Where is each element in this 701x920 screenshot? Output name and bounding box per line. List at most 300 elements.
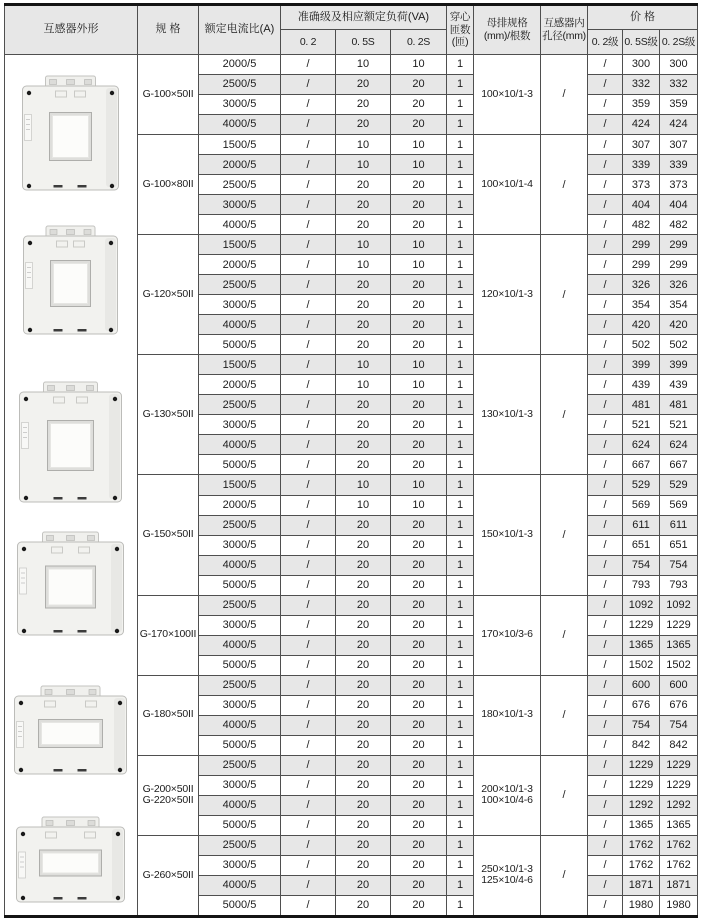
accuracy-05s-cell: 20 [336, 515, 391, 535]
accuracy-02-cell: / [281, 695, 336, 715]
price-02s-cell: 300 [660, 55, 698, 75]
spec-cell [138, 755, 199, 835]
accuracy-05s-cell: 20 [336, 175, 391, 195]
price-02-cell: / [588, 475, 623, 495]
accuracy-02-cell: / [281, 815, 336, 835]
accuracy-02s-cell: 20 [391, 675, 447, 695]
accuracy-05s-cell: 20 [336, 575, 391, 595]
price-02-cell: / [588, 615, 623, 635]
turns-cell: 1 [447, 635, 474, 655]
price-02-cell: / [588, 675, 623, 695]
accuracy-02s-cell: 20 [391, 395, 447, 415]
price-05s-cell: 1365 [623, 815, 660, 835]
ratio-cell: 1500/5 [199, 355, 281, 375]
accuracy-02-cell: / [281, 135, 336, 155]
turns-cell: 1 [447, 275, 474, 295]
turns-cell: 1 [447, 876, 474, 896]
price-02-cell: / [588, 755, 623, 775]
accuracy-05s-cell: 20 [336, 755, 391, 775]
price-02s-cell: 1229 [660, 755, 698, 775]
price-02s-cell: 424 [660, 115, 698, 135]
price-02-cell: / [588, 595, 623, 615]
accuracy-05s-cell: 20 [336, 815, 391, 835]
ratio-cell: 5000/5 [199, 455, 281, 475]
turns-cell: 1 [447, 155, 474, 175]
accuracy-02-cell: / [281, 595, 336, 615]
accuracy-02-cell: / [281, 435, 336, 455]
ratio-cell: 2000/5 [199, 495, 281, 515]
accuracy-02-cell: / [281, 495, 336, 515]
busbar-spec: 180×10/1-3 [481, 708, 533, 721]
accuracy-02s-cell: 20 [391, 555, 447, 575]
accuracy-02s-cell: 20 [391, 175, 447, 195]
accuracy-02-cell: / [281, 735, 336, 755]
turns-cell: 1 [447, 415, 474, 435]
accuracy-02-cell: / [281, 455, 336, 475]
accuracy-02-cell: / [281, 475, 336, 495]
header-price-02s: 0. 2S级 [660, 30, 698, 55]
current-transformer-photo-1 [22, 75, 119, 191]
accuracy-02-cell: / [281, 375, 336, 395]
accuracy-02s-cell: 10 [391, 475, 447, 495]
ratio-cell: 2500/5 [199, 515, 281, 535]
turns-cell: 1 [447, 896, 474, 917]
header-turns [447, 5, 474, 55]
price-02s-cell: 676 [660, 695, 698, 715]
accuracy-02-cell: / [281, 335, 336, 355]
turns-cell: 1 [447, 295, 474, 315]
price-05s-cell: 754 [623, 715, 660, 735]
turns-cell: 1 [447, 655, 474, 675]
accuracy-05s-cell: 10 [336, 355, 391, 375]
turns-cell: 1 [447, 315, 474, 335]
turns-cell: 1 [447, 535, 474, 555]
ratio-cell: 2500/5 [199, 835, 281, 855]
price-02-cell: / [588, 495, 623, 515]
turns-cell: 1 [447, 495, 474, 515]
header-accuracy-05s: 0. 5S [336, 30, 391, 55]
accuracy-02-cell: / [281, 535, 336, 555]
price-02s-cell: 373 [660, 175, 698, 195]
ratio-cell: 1500/5 [199, 135, 281, 155]
spec-label: G-120×50II [142, 287, 194, 300]
price-02-cell: / [588, 655, 623, 675]
turns-cell: 1 [447, 595, 474, 615]
accuracy-02-cell: / [281, 555, 336, 575]
price-05s-cell: 1292 [623, 795, 660, 815]
turns-cell: 1 [447, 755, 474, 775]
turns-cell: 1 [447, 475, 474, 495]
price-05s-cell: 842 [623, 735, 660, 755]
accuracy-02s-cell: 20 [391, 435, 447, 455]
price-05s-cell: 611 [623, 515, 660, 535]
price-02s-cell: 793 [660, 575, 698, 595]
busbar-spec: 250×10/1-3 [481, 862, 533, 875]
turns-cell: 1 [447, 856, 474, 876]
accuracy-05s-cell: 20 [336, 215, 391, 235]
header-price-02: 0. 2级 [588, 30, 623, 55]
ratio-cell: 4000/5 [199, 555, 281, 575]
accuracy-05s-cell: 20 [336, 795, 391, 815]
price-05s-cell: 373 [623, 175, 660, 195]
price-02s-cell: 326 [660, 275, 698, 295]
accuracy-05s-cell: 20 [336, 735, 391, 755]
hole-cell: / [541, 755, 588, 835]
accuracy-02-cell: / [281, 235, 336, 255]
header-accuracy-group: 准确级及相应额定负荷(VA) [281, 5, 447, 30]
price-05s-cell: 439 [623, 375, 660, 395]
turns-cell: 1 [447, 575, 474, 595]
price-05s-cell: 676 [623, 695, 660, 715]
accuracy-05s-cell: 20 [336, 615, 391, 635]
accuracy-05s-cell: 20 [336, 695, 391, 715]
accuracy-05s-cell: 20 [336, 595, 391, 615]
accuracy-02s-cell: 20 [391, 755, 447, 775]
header-price-05s: 0. 5S级 [623, 30, 660, 55]
price-02-cell: / [588, 215, 623, 235]
accuracy-02s-cell: 20 [391, 315, 447, 335]
header-hole-line2: 孔径(mm) [542, 30, 586, 42]
ratio-cell: 5000/5 [199, 815, 281, 835]
price-05s-cell: 307 [623, 135, 660, 155]
price-02s-cell: 1502 [660, 655, 698, 675]
price-05s-cell: 1229 [623, 615, 660, 635]
accuracy-02-cell: / [281, 795, 336, 815]
price-02-cell: / [588, 735, 623, 755]
spec-label: G-130×50II [142, 408, 194, 421]
spec-cell [138, 55, 199, 135]
accuracy-02-cell: / [281, 175, 336, 195]
busbar-spec: 125×10/4-6 [481, 874, 533, 887]
price-02-cell: / [588, 695, 623, 715]
ratio-cell: 3000/5 [199, 856, 281, 876]
ratio-cell: 3000/5 [199, 535, 281, 555]
ratio-cell: 3000/5 [199, 295, 281, 315]
accuracy-02-cell: / [281, 635, 336, 655]
price-05s-cell: 481 [623, 395, 660, 415]
spec-cell [138, 835, 199, 916]
accuracy-02s-cell: 20 [391, 215, 447, 235]
price-02-cell: / [588, 115, 623, 135]
spec-label: G-180×50II [142, 708, 194, 721]
accuracy-02-cell: / [281, 876, 336, 896]
accuracy-05s-cell: 20 [336, 275, 391, 295]
accuracy-05s-cell: 20 [336, 856, 391, 876]
accuracy-02-cell: / [281, 315, 336, 335]
ratio-cell: 3000/5 [199, 95, 281, 115]
price-05s-cell: 332 [623, 75, 660, 95]
turns-cell: 1 [447, 815, 474, 835]
ratio-cell: 2000/5 [199, 155, 281, 175]
accuracy-02-cell: / [281, 295, 336, 315]
accuracy-02-cell: / [281, 856, 336, 876]
accuracy-02-cell: / [281, 575, 336, 595]
spec-label: G-170×100II [139, 628, 197, 641]
header-ratio: 额定电流比(A) [199, 5, 281, 55]
current-transformer-photo-2 [23, 225, 118, 335]
accuracy-02s-cell: 20 [391, 896, 447, 917]
busbar-spec: 100×10/4-6 [481, 794, 533, 807]
accuracy-05s-cell: 20 [336, 715, 391, 735]
table-row [5, 55, 698, 75]
price-02s-cell: 1365 [660, 815, 698, 835]
price-02-cell: / [588, 715, 623, 735]
accuracy-05s-cell: 20 [336, 635, 391, 655]
price-02-cell: / [588, 856, 623, 876]
price-02s-cell: 842 [660, 735, 698, 755]
hole-cell: / [541, 475, 588, 595]
accuracy-02-cell: / [281, 655, 336, 675]
accuracy-05s-cell: 20 [336, 555, 391, 575]
accuracy-02s-cell: 20 [391, 695, 447, 715]
spec-cell [138, 355, 199, 475]
hole-cell: / [541, 355, 588, 475]
price-02-cell: / [588, 415, 623, 435]
accuracy-02-cell: / [281, 675, 336, 695]
price-05s-cell: 667 [623, 455, 660, 475]
spec-cell [138, 675, 199, 755]
price-02s-cell: 354 [660, 295, 698, 315]
accuracy-05s-cell: 20 [336, 876, 391, 896]
turns-cell: 1 [447, 735, 474, 755]
ratio-cell: 1500/5 [199, 475, 281, 495]
header-turns-line3: (匝) [451, 36, 469, 49]
busbar-cell [474, 135, 541, 235]
turns-cell: 1 [447, 375, 474, 395]
price-02s-cell: 339 [660, 155, 698, 175]
accuracy-02s-cell: 20 [391, 535, 447, 555]
accuracy-05s-cell: 10 [336, 55, 391, 75]
spec-cell [138, 235, 199, 355]
busbar-cell [474, 235, 541, 355]
header-turns-line1: 穿心 [449, 11, 471, 24]
current-transformer-photo-6 [16, 816, 125, 903]
accuracy-05s-cell: 10 [336, 155, 391, 175]
accuracy-02-cell: / [281, 615, 336, 635]
spec-label: G-100×50II [142, 87, 194, 100]
accuracy-02s-cell: 10 [391, 255, 447, 275]
ratio-cell: 4000/5 [199, 315, 281, 335]
price-02-cell: / [588, 555, 623, 575]
price-05s-cell: 1762 [623, 856, 660, 876]
price-05s-cell: 793 [623, 575, 660, 595]
accuracy-05s-cell: 20 [336, 295, 391, 315]
price-05s-cell: 754 [623, 555, 660, 575]
ratio-cell: 5000/5 [199, 575, 281, 595]
accuracy-02-cell: / [281, 355, 336, 375]
busbar-spec: 120×10/1-3 [481, 287, 533, 300]
accuracy-02-cell: / [281, 115, 336, 135]
ratio-cell: 2500/5 [199, 395, 281, 415]
ratio-cell: 4000/5 [199, 435, 281, 455]
accuracy-05s-cell: 20 [336, 435, 391, 455]
spec-label: G-200×50II [142, 782, 194, 795]
price-02s-cell: 651 [660, 535, 698, 555]
turns-cell: 1 [447, 55, 474, 75]
busbar-cell [474, 55, 541, 135]
accuracy-02s-cell: 20 [391, 75, 447, 95]
price-05s-cell: 482 [623, 215, 660, 235]
current-transformer-photo-5 [14, 685, 127, 775]
spec-cell [138, 475, 199, 595]
price-05s-cell: 529 [623, 475, 660, 495]
accuracy-02-cell: / [281, 75, 336, 95]
price-05s-cell: 299 [623, 235, 660, 255]
turns-cell: 1 [447, 235, 474, 255]
price-02s-cell: 404 [660, 195, 698, 215]
turns-cell: 1 [447, 835, 474, 855]
accuracy-02-cell: / [281, 55, 336, 75]
hole-cell: / [541, 675, 588, 755]
price-05s-cell: 624 [623, 435, 660, 455]
accuracy-02s-cell: 20 [391, 335, 447, 355]
accuracy-05s-cell: 20 [336, 195, 391, 215]
accuracy-02s-cell: 20 [391, 735, 447, 755]
turns-cell: 1 [447, 555, 474, 575]
price-02s-cell: 1292 [660, 795, 698, 815]
price-02-cell: / [588, 535, 623, 555]
accuracy-02-cell: / [281, 515, 336, 535]
price-02-cell: / [588, 815, 623, 835]
busbar-cell [474, 835, 541, 916]
price-02s-cell: 754 [660, 555, 698, 575]
ratio-cell: 4000/5 [199, 215, 281, 235]
ratio-cell: 5000/5 [199, 655, 281, 675]
accuracy-02s-cell: 20 [391, 575, 447, 595]
price-02-cell: / [588, 876, 623, 896]
busbar-cell [474, 595, 541, 675]
accuracy-02-cell: / [281, 95, 336, 115]
price-05s-cell: 651 [623, 535, 660, 555]
turns-cell: 1 [447, 695, 474, 715]
price-02s-cell: 1229 [660, 615, 698, 635]
busbar-spec: 100×10/1-4 [481, 177, 533, 190]
price-02-cell: / [588, 435, 623, 455]
turns-cell: 1 [447, 215, 474, 235]
turns-cell: 1 [447, 115, 474, 135]
price-02-cell: / [588, 896, 623, 917]
accuracy-05s-cell: 20 [336, 896, 391, 917]
price-05s-cell: 1502 [623, 655, 660, 675]
accuracy-02-cell: / [281, 775, 336, 795]
accuracy-02s-cell: 20 [391, 856, 447, 876]
busbar-cell [474, 475, 541, 595]
current-transformer-photo-4 [17, 531, 124, 636]
price-05s-cell: 299 [623, 255, 660, 275]
accuracy-02-cell: / [281, 215, 336, 235]
price-05s-cell: 1365 [623, 635, 660, 655]
ratio-cell: 4000/5 [199, 795, 281, 815]
price-02-cell: / [588, 135, 623, 155]
ratio-cell: 3000/5 [199, 775, 281, 795]
price-02s-cell: 399 [660, 355, 698, 375]
outline-column-cell [5, 55, 138, 917]
turns-cell: 1 [447, 135, 474, 155]
price-05s-cell: 420 [623, 315, 660, 335]
price-02-cell: / [588, 335, 623, 355]
accuracy-02s-cell: 20 [391, 876, 447, 896]
ratio-cell: 4000/5 [199, 115, 281, 135]
accuracy-05s-cell: 20 [336, 335, 391, 355]
accuracy-05s-cell: 20 [336, 315, 391, 335]
accuracy-02-cell: / [281, 275, 336, 295]
header-busbar [474, 5, 541, 55]
ratio-cell: 2500/5 [199, 595, 281, 615]
price-02-cell: / [588, 395, 623, 415]
accuracy-02s-cell: 20 [391, 195, 447, 215]
accuracy-02-cell: / [281, 755, 336, 775]
accuracy-02s-cell: 20 [391, 95, 447, 115]
accuracy-05s-cell: 20 [336, 455, 391, 475]
accuracy-02s-cell: 20 [391, 415, 447, 435]
accuracy-02s-cell: 20 [391, 815, 447, 835]
price-05s-cell: 1762 [623, 835, 660, 855]
busbar-cell [474, 755, 541, 835]
turns-cell: 1 [447, 175, 474, 195]
header-busbar-line2: (mm)/根数 [483, 30, 531, 42]
price-05s-cell: 569 [623, 495, 660, 515]
price-02s-cell: 359 [660, 95, 698, 115]
accuracy-02s-cell: 20 [391, 515, 447, 535]
turns-cell: 1 [447, 435, 474, 455]
accuracy-05s-cell: 20 [336, 535, 391, 555]
price-05s-cell: 600 [623, 675, 660, 695]
turns-cell: 1 [447, 795, 474, 815]
accuracy-05s-cell: 20 [336, 415, 391, 435]
price-05s-cell: 1871 [623, 876, 660, 896]
turns-cell: 1 [447, 515, 474, 535]
hole-cell: / [541, 235, 588, 355]
table-header [5, 5, 698, 55]
header-hole-line1: 互感器内 [543, 17, 585, 30]
price-02-cell: / [588, 455, 623, 475]
accuracy-02-cell: / [281, 835, 336, 855]
ratio-cell: 2500/5 [199, 75, 281, 95]
price-02-cell: / [588, 75, 623, 95]
price-05s-cell: 1229 [623, 775, 660, 795]
accuracy-02s-cell: 20 [391, 275, 447, 295]
turns-cell: 1 [447, 355, 474, 375]
price-02s-cell: 299 [660, 235, 698, 255]
accuracy-05s-cell: 10 [336, 235, 391, 255]
header-accuracy-02: 0. 2 [281, 30, 336, 55]
ratio-cell: 3000/5 [199, 195, 281, 215]
price-02-cell: / [588, 55, 623, 75]
accuracy-02-cell: / [281, 255, 336, 275]
price-02-cell: / [588, 175, 623, 195]
ratio-cell: 2000/5 [199, 55, 281, 75]
accuracy-02s-cell: 10 [391, 495, 447, 515]
turns-cell: 1 [447, 775, 474, 795]
accuracy-02s-cell: 20 [391, 715, 447, 735]
price-02-cell: / [588, 275, 623, 295]
price-02s-cell: 439 [660, 375, 698, 395]
header-price-group: 价 格 [588, 5, 698, 30]
header-outline: 互感器外形 [5, 5, 138, 55]
current-transformer-photo-3 [19, 381, 122, 503]
turns-cell: 1 [447, 95, 474, 115]
price-02-cell: / [588, 155, 623, 175]
accuracy-05s-cell: 20 [336, 675, 391, 695]
accuracy-02s-cell: 10 [391, 355, 447, 375]
price-02-cell: / [588, 235, 623, 255]
ratio-cell: 5000/5 [199, 335, 281, 355]
accuracy-02-cell: / [281, 896, 336, 917]
header-accuracy-02s: 0. 2S [391, 30, 447, 55]
accuracy-02s-cell: 20 [391, 835, 447, 855]
price-02s-cell: 754 [660, 715, 698, 735]
hole-cell: / [541, 55, 588, 135]
